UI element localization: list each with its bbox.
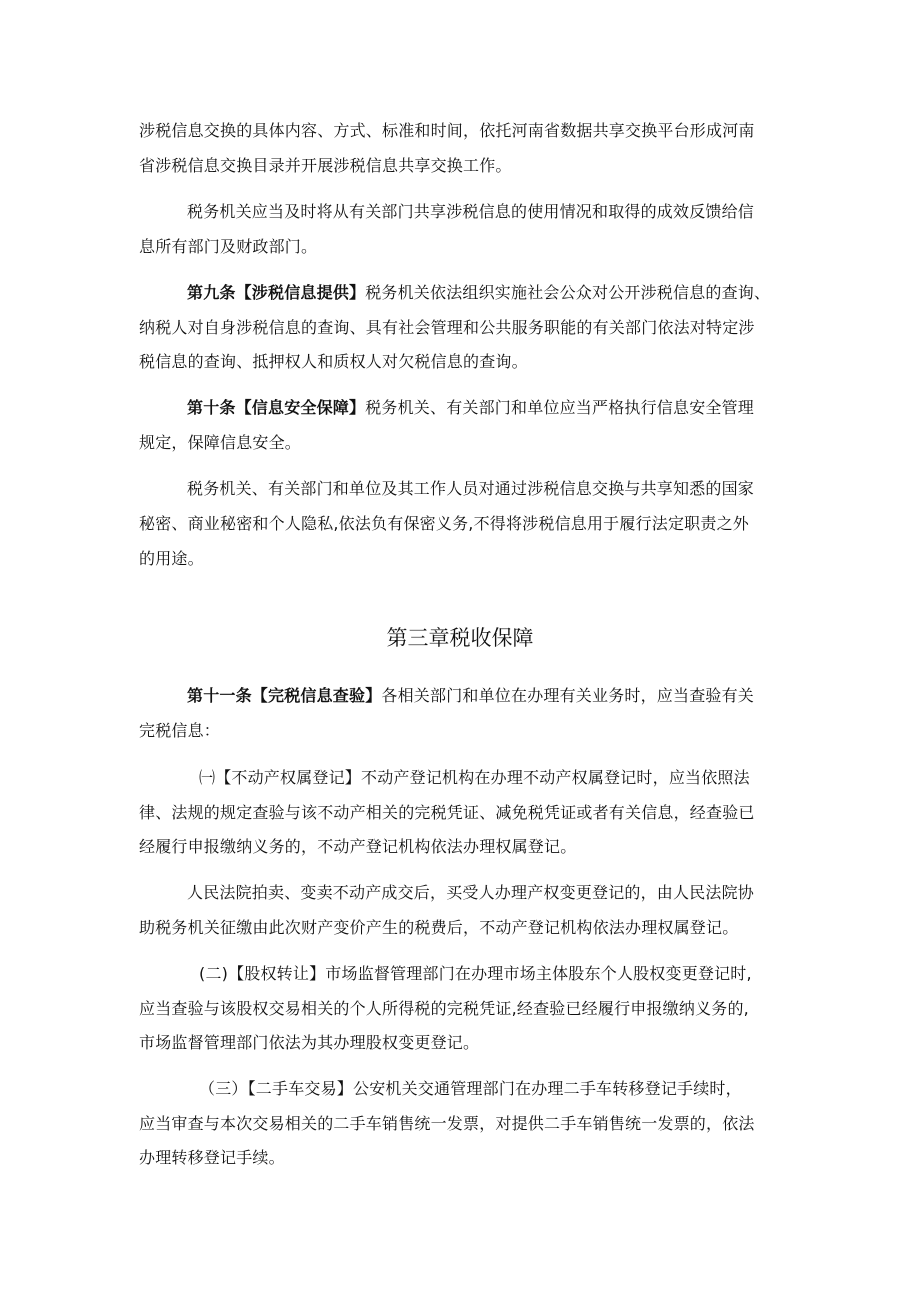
paragraph-1-line-2: 省涉税信息交换目录并开展涉税信息共享交换工作。	[139, 156, 512, 175]
article-11-line-2: 完税信息：	[139, 721, 221, 740]
article-11-title: 第十一条【完	[187, 686, 285, 705]
paragraph-3-line-2: 秘密、商业秘密和个人隐私,依法负有保密义务,不得将涉税信息用于履行法定职责之外	[139, 514, 749, 533]
item-1-line-1	[199, 767, 750, 789]
item-2-text-1: 市场监督管理部门在办理市场主体股东个人股权变更登记时,	[325, 964, 752, 983]
paragraph-4-line-2: 助税务机关征缴由此次财产变价产生的税费后，不动产登记机构依法办理权属登记。	[139, 918, 739, 937]
item-1-title: ㈠【不动产权属登记】	[199, 768, 362, 787]
paragraph-2-line-2: 息所有部门及财政部门。	[139, 237, 318, 256]
article-9-text-1: 税务机关依法组织实施社会公众对公开涉税信息的查询、	[365, 283, 771, 302]
item-3-line-3: 办理转移登记手续。	[139, 1148, 285, 1167]
article-10-line-1	[187, 397, 754, 419]
item-1-text-1: 不动产登记机构在办理不动产权属登记时，应当依照法	[361, 768, 750, 787]
article-10-title: 第十条【信息安全保障】	[187, 398, 366, 417]
article-11-title-rest: 税信息查验】	[284, 686, 382, 705]
item-3-line-1	[199, 1078, 742, 1100]
paragraph-4-line-1: 人民法院拍卖、变卖不动产成交后，买受人办理产权变更登记的，由人民法院协	[187, 883, 755, 902]
item-3-line-2: 应当审查与本次交易相关的二手车销售统一发票，对提供二手车销售统一发票的，依法	[139, 1114, 755, 1133]
article-9-line-3: 税信息的查询、抵押权人和质权人对欠税信息的查询。	[139, 352, 528, 371]
item-2-line-3: 市场监督管理部门依法为其办理股权变更登记。	[139, 1033, 480, 1052]
item-3-text-1: 公安机关交通管理部门在办理二手车转移登记手续时，	[353, 1079, 742, 1098]
item-3-title: （三）【二手车交易】	[199, 1079, 354, 1098]
article-10-line-2: 规定，保障信息安全。	[139, 433, 302, 452]
paragraph-1-line-1: 涉税信息交换的具体内容、方式、标准和时间，依托河南省数据共享交换平台形成河南	[139, 121, 755, 140]
paragraph-2-line-1: 税务机关应当及时将从有关部门共享涉税信息的使用情况和取得的成效反馈给信	[187, 202, 755, 221]
paragraph-3-line-3: 的用途。	[139, 549, 204, 568]
paragraph-3-line-1: 税务机关、有关部门和单位及其工作人员对通过涉税信息交换与共享知悉的国家	[187, 479, 755, 498]
article-9-line-2: 纳税人对自身涉税信息的查询、具有社会管理和公共服务职能的有关部门依法对特定涉	[139, 318, 755, 337]
article-9-line-1	[187, 282, 770, 304]
article-9-title: 第九条【涉税信息提供】	[187, 283, 366, 302]
article-11-text-1: 各相关部门和单位在办理有关业务时，应当查验有关	[381, 686, 755, 705]
chapter-3-heading: 第三章税收保障	[386, 626, 534, 650]
item-2-title: (二)【股权转让】	[199, 964, 326, 983]
item-2-line-2: 应当查验与该股权交易相关的个人所得税的完税凭证,经查验已经履行申报缴纳义务的,	[139, 999, 749, 1018]
item-2-line-1	[199, 963, 752, 985]
article-11-line-1	[187, 685, 754, 707]
item-1-line-3: 经履行申报缴纳义务的，不动产登记机构依法办理权属登记。	[139, 837, 577, 856]
item-1-line-2: 律、法规的规定查验与该不动产相关的完税凭证、减免税凭证或者有关信息，经查验已	[139, 803, 755, 822]
article-10-text-1: 税务机关、有关部门和单位应当严格执行信息安全管理	[365, 398, 755, 417]
